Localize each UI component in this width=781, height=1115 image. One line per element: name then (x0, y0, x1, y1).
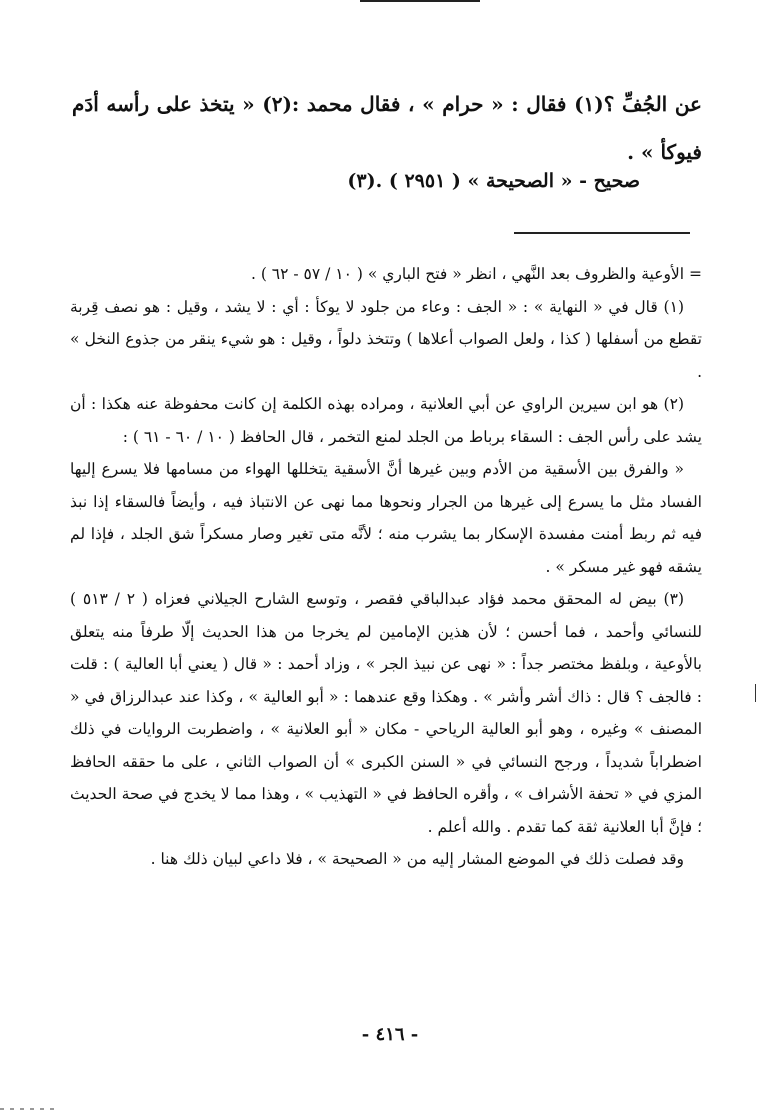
hadith-grade: صحيح - « الصحيحة » ( ٢٩٥١ ) .(٣) (347, 170, 640, 192)
footnote-continuation: = الأوعية والظروف بعد النَّهي ، انظر « فتح الباري » ( ١٠ / ٥٧ - ٦٢ ) . (250, 265, 702, 283)
footnote-2: (٢) هو ابن سيرين الراوي عن أبي العلانية ، ومراده بهذه الكلمة إن كانت محفوظة عنه هكذا : أن يشد على رأس الجف : السقاء برباط من الجلد لمنع التخمر ، قال الحافظ ( ١٠ / ٦٠ - ٦١ ) : (70, 395, 702, 446)
hadith-text (72, 80, 702, 176)
page-number: - ٤١٦ - (361, 1024, 419, 1045)
footnote-1: (١) قال في « النهاية » : « الجف : وعاء من جلود لا يوكأ : أي : لا يشد ، وقيل : هو نصف قِربة تقطع من أسفلها ( كذا ، ولعل الصواب أعلاها ) وتتخذ دلواً ، وقيل : هو شيء ينقر من جذوع النخل » . (70, 297, 702, 381)
margin-mark (755, 684, 756, 702)
footnote-3-closing: وقد فصلت ذلك في الموضع المشار إليه من « الصحيحة » ، فلا داعي لبيان ذلك هنا . (150, 850, 684, 868)
scan-artifact (0, 1108, 60, 1110)
footnote-separator (514, 232, 690, 234)
top-rule (360, 0, 480, 2)
footnote-2-quote: « والفرق بين الأسقية من الأدم وبين غيرها أنَّ الأسقية يتخللها الهواء من مسامها فلا يسرع إليها الفساد مثل ما يسرع إلى غيرها من الجرار ونحوها مما نهى عن الانتباذ فيه ، وأيضاً فالسقاء إذا نبذ فيه ثم ربط أمنت مفسدة الإسكار بما يشرب منه ؛ لأنَّه متى تغير وصار مسكراً شق الجلد ، فإذا لم يشقه فهو غير مسكر » . (70, 460, 702, 576)
footnote-3: (٣) بيض له المحقق محمد فؤاد عبدالباقي فقصر ، وتوسع الشارح الجيلاني فعزاه ( ٢ / ٥١٣ ) للنسائي وأحمد ، فما أحسن ؛ لأن هذين الإمامين لم يخرجا من هذا الحديث إلّا طرفاً منه يتعلق بالأوعية ، وبلفظ مختصر جداً : « نهى عن نبيذ الجر » ، وزاد أحمد : « قال ( يعني أبا العالية ) : قلت : فالجف ؟ قال : ذاك أشر وأشر » . وهكذا وقع عندهما : « أبو العالية » ، وكذا عند عبدالرزاق في « المصنف » وغيره ، وهو أبو العالية الرياحي - مكان « أبو العلانية » ، واضطربت الروايات في ذلك اضطراباً شديداً ، ورجح النسائي في « السنن الكبرى » أن الصواب الثاني ، على ما حققه الحافظ المزي في « تحفة الأشراف » ، وأقره الحافظ في « التهذيب » ، وهذا مما لا يخدج في صحة الحديث ؛ فإنَّ أبا العلانية ثقة كما تقدم . والله أعلم . (70, 590, 702, 836)
footnotes (70, 258, 702, 876)
hadith-paragraph: عن الجُفِّ ؟(١) فقال : « حرام » ، فقال محمد :(٢) « يتخذ على رأسه أدَم فيوكأ » . (72, 92, 702, 164)
